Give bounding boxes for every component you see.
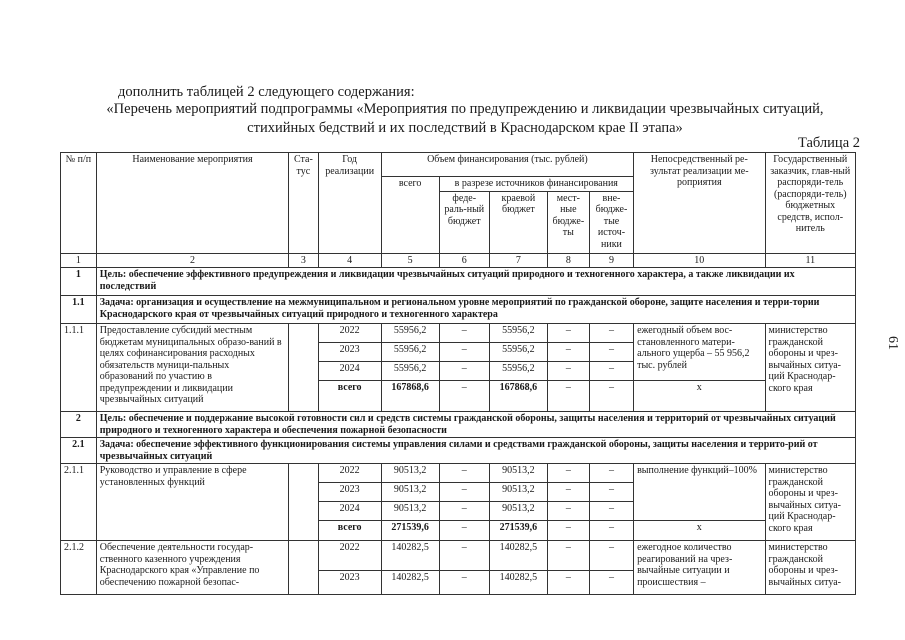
- local-cell: –: [547, 343, 589, 362]
- federal-cell: –: [439, 571, 489, 595]
- col-number: 11: [765, 253, 855, 268]
- task-text: Задача: организация и осуществление на межмуниципальном и региональном уровне мероприятий по гражданской обороне, защите населения и терри-тории Краснодарского края от чрезвычайных ситуаций природного и техногенного характера: [96, 296, 855, 324]
- regional-cell: 90513,2: [489, 502, 547, 521]
- col-number: 6: [439, 253, 489, 268]
- measures-table: [60, 152, 856, 595]
- extra-cell: –: [589, 541, 633, 571]
- total-cell: 90513,2: [381, 502, 439, 521]
- extra-cell: –: [589, 521, 633, 541]
- header-no: № п/п: [61, 153, 97, 254]
- regional-cell: 271539,6: [489, 521, 547, 541]
- extra-cell: –: [589, 502, 633, 521]
- year-cell: 2022: [318, 324, 381, 343]
- extra-cell: –: [589, 362, 633, 381]
- header-result: Непосредственный ре-зультат реализации ме-роприятия: [634, 153, 765, 254]
- total-cell: 90513,2: [381, 464, 439, 483]
- extra-cell: –: [589, 464, 633, 483]
- col-number: 10: [634, 253, 765, 268]
- total-cell: 271539,6: [381, 521, 439, 541]
- total-cell: 55956,2: [381, 324, 439, 343]
- col-number: 5: [381, 253, 439, 268]
- federal-cell: –: [439, 483, 489, 502]
- result-x-cell: х: [634, 381, 765, 412]
- header-total: всего: [381, 177, 439, 254]
- header-financing: Объем финансирования (тыс. рублей): [381, 153, 633, 177]
- col-number: 1: [61, 253, 97, 268]
- item-status: [289, 464, 318, 541]
- total-cell: 140282,5: [381, 541, 439, 571]
- header-name: Наименование мероприятия: [96, 153, 288, 254]
- year-cell: 2022: [318, 541, 381, 571]
- local-cell: –: [547, 464, 589, 483]
- year-cell: всего: [318, 521, 381, 541]
- col-number: 4: [318, 253, 381, 268]
- regional-cell: 140282,5: [489, 541, 547, 571]
- local-cell: –: [547, 324, 589, 343]
- col-number: 2: [96, 253, 288, 268]
- federal-cell: –: [439, 381, 489, 412]
- year-cell: 2024: [318, 362, 381, 381]
- year-cell: 2023: [318, 571, 381, 595]
- local-cell: –: [547, 502, 589, 521]
- result-cell: выполнение функций–100%: [634, 464, 765, 521]
- total-cell: 55956,2: [381, 343, 439, 362]
- item-name: Предоставление субсидий местным бюджетам муниципальных образо-ваний в целях софинансирования расходных обязательств муници-пальных образований по участию в предупреждении и ликвидации чрезвычайных ситуаций: [96, 324, 288, 412]
- document-heading-line2: стихийных бедствий и их последствий в Краснодарском крае II этапа»: [247, 120, 683, 136]
- header-federal: феде-раль-ный бюджет: [439, 191, 489, 253]
- item-number: 2.1.2: [61, 541, 97, 595]
- year-cell: 2023: [318, 343, 381, 362]
- document-heading-line1: «Перечень мероприятий подпрограммы «Мероприятия по предупреждению и ликвидации чрезвычайных ситуаций,: [106, 101, 824, 117]
- year-cell: 2023: [318, 483, 381, 502]
- customer-cell: министерство гражданской обороны и чрез-вычайных ситуа-: [765, 541, 855, 595]
- header-local: мест-ные бюдже-ты: [547, 191, 589, 253]
- item-status: [289, 541, 318, 595]
- total-cell: 90513,2: [381, 483, 439, 502]
- header-regional: краевой бюджет: [489, 191, 547, 253]
- extra-cell: –: [589, 343, 633, 362]
- regional-cell: 90513,2: [489, 464, 547, 483]
- extra-cell: –: [589, 483, 633, 502]
- table-label: Таблица 2: [797, 135, 860, 151]
- regional-cell: 167868,6: [489, 381, 547, 412]
- federal-cell: –: [439, 324, 489, 343]
- header-status: Ста-тус: [289, 153, 318, 254]
- regional-cell: 55956,2: [489, 343, 547, 362]
- goal-number: 2: [61, 412, 97, 438]
- total-cell: 167868,6: [381, 381, 439, 412]
- federal-cell: –: [439, 343, 489, 362]
- federal-cell: –: [439, 521, 489, 541]
- federal-cell: –: [439, 502, 489, 521]
- page-number: 61: [885, 336, 900, 350]
- local-cell: –: [547, 541, 589, 571]
- total-cell: 140282,5: [381, 571, 439, 595]
- goal-number: 1: [61, 268, 97, 296]
- task-number: 2.1: [61, 438, 97, 464]
- year-cell: всего: [318, 381, 381, 412]
- year-cell: 2024: [318, 502, 381, 521]
- item-number: 2.1.1: [61, 464, 97, 541]
- federal-cell: –: [439, 464, 489, 483]
- col-number: 3: [289, 253, 318, 268]
- col-number: 9: [589, 253, 633, 268]
- task-text: Задача: обеспечение эффективного функционирования системы управления силами и средствами гражданской обороны, защиты населения и террито-рий от чрезвычайных ситуаций: [96, 438, 855, 464]
- col-number: 7: [489, 253, 547, 268]
- regional-cell: 140282,5: [489, 571, 547, 595]
- header-year: Год реализации: [318, 153, 381, 254]
- result-cell: ежегодное количество реагирований на чрез-вычайные ситуации и происшествия –: [634, 541, 765, 595]
- local-cell: –: [547, 362, 589, 381]
- local-cell: –: [547, 571, 589, 595]
- extra-cell: –: [589, 571, 633, 595]
- regional-cell: 55956,2: [489, 324, 547, 343]
- item-name: Руководство и управление в сфере установленных функций: [96, 464, 288, 541]
- local-cell: –: [547, 381, 589, 412]
- header-extra: вне-бюдже-тые источ-ники: [589, 191, 633, 253]
- customer-cell: министерство гражданской обороны и чрез-вычайных ситуа-ций Краснодар-ского края: [765, 464, 855, 541]
- item-name: Обеспечение деятельности государ-ственного казенного учреждения Краснодарского края «Управление по обеспечению пожарной безопас-: [96, 541, 288, 595]
- local-cell: –: [547, 521, 589, 541]
- customer-cell: министерство гражданской обороны и чрез-вычайных ситуа-ций Краснодар-ского края: [765, 324, 855, 412]
- year-cell: 2022: [318, 464, 381, 483]
- extra-cell: –: [589, 381, 633, 412]
- header-sources: в разрезе источников финансирования: [439, 177, 634, 192]
- header-customer: Государственный заказчик, глав-ный распоряди-тель (распоряди-тель) бюджетных средств, испол-нитель: [765, 153, 855, 254]
- extra-cell: –: [589, 324, 633, 343]
- item-number: 1.1.1: [61, 324, 97, 412]
- result-cell: ежегодный объем вос-становленного матери-ального ущерба – 55 956,2 тыс. рублей: [634, 324, 765, 381]
- result-x-cell: х: [634, 521, 765, 541]
- goal-text: Цель: обеспечение эффективного предупреждения и ликвидации чрезвычайных ситуаций природного и техногенного характера, а также ликвидации их последствий: [96, 268, 855, 296]
- task-number: 1.1: [61, 296, 97, 324]
- regional-cell: 90513,2: [489, 483, 547, 502]
- item-status: [289, 324, 318, 412]
- federal-cell: –: [439, 362, 489, 381]
- intro-text: дополнить таблицей 2 следующего содержания:: [118, 84, 415, 100]
- total-cell: 55956,2: [381, 362, 439, 381]
- federal-cell: –: [439, 541, 489, 571]
- goal-text: Цель: обеспечение и поддержание высокой готовности сил и средств системы гражданской обороны, защиты населения и территорий от чрезвычайных ситуаций природного и техногенного характера и обеспечения пожарной безопасности: [96, 412, 855, 438]
- col-number: 8: [547, 253, 589, 268]
- regional-cell: 55956,2: [489, 362, 547, 381]
- local-cell: –: [547, 483, 589, 502]
